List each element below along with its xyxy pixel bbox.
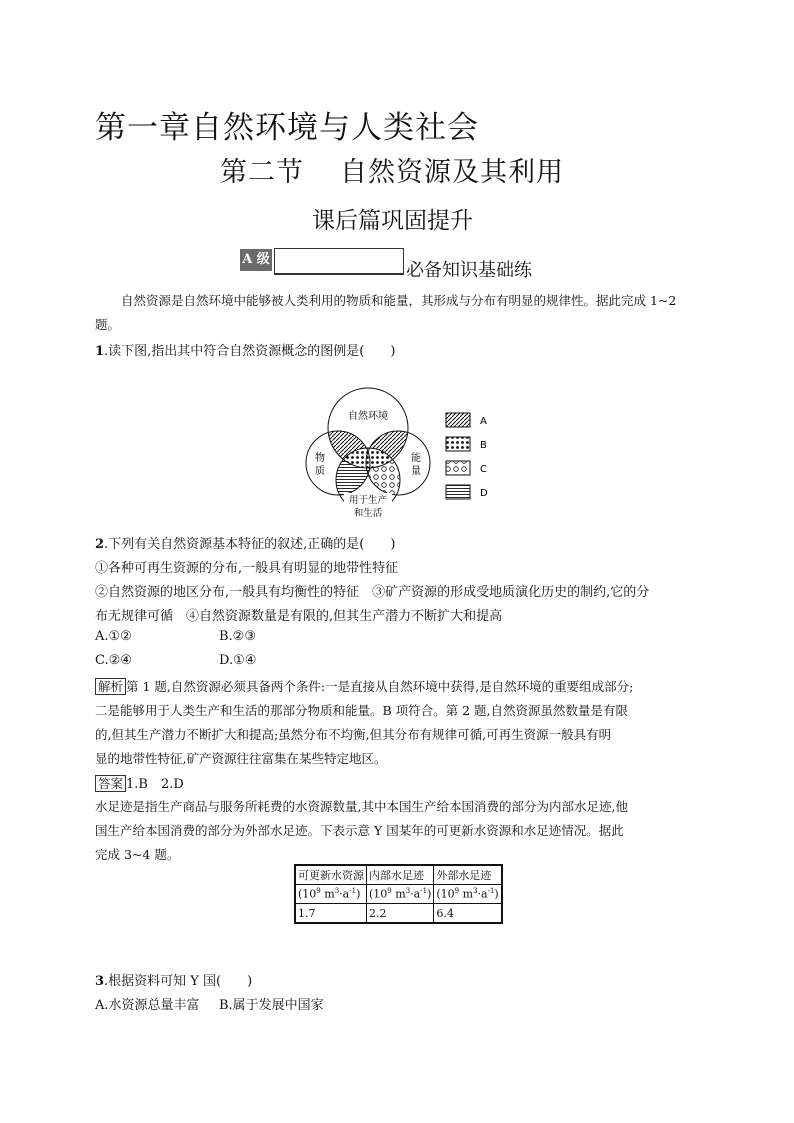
answer-line — [95, 773, 184, 792]
analysis-line-4: 显的地带性特征,矿产资源往往富集在某些特定地区。 — [95, 751, 387, 766]
q2-statement-1: ①各种可再生资源的分布,一般具有明显的地带性特征 — [95, 561, 399, 576]
intro2-line-3: 完成 3~4 题。 — [95, 847, 180, 862]
table-row — [295, 904, 502, 924]
legend-swatch-b — [446, 437, 470, 451]
q2-option-a: A.①② — [95, 629, 132, 644]
table-header: 内部水足迹 — [367, 865, 434, 885]
question-number: 2 — [95, 537, 105, 552]
legend-label-a: A — [480, 416, 487, 427]
question-number: 3 — [95, 974, 105, 989]
answer-text: 1.B 2.D — [126, 777, 184, 792]
venn-label-bottom-1: 用于生产 — [348, 495, 388, 506]
question-2 — [95, 533, 395, 552]
legend-swatch-a — [446, 413, 470, 427]
table-header: 可更新水资源 — [295, 865, 367, 885]
legend-label-c: C — [480, 464, 487, 475]
table-cell: 2.2 — [367, 904, 434, 924]
legend-swatch-d — [446, 485, 470, 499]
venn-diagram — [300, 385, 500, 525]
venn-label-top: 自然环境 — [348, 411, 388, 422]
question-text: .根据资料可知 Y 国( ) — [104, 974, 253, 989]
table-unit: ($10^9$ $m^3\cdot a^{-1}$) — [367, 885, 434, 904]
analysis-line-3: 的,但其生产潜力不断扩大和提高;虽然分布不均衡,但其分布有规律可循,可再生资源一般具有明 — [95, 727, 612, 742]
level-badge: A 级 — [240, 249, 272, 271]
question-number: 1 — [95, 344, 105, 359]
intro2-line-1: 水足迹是指生产商品与服务所耗费的水资源数量,其中本国生产给本国消费的部分为内部水足迹,他 — [95, 799, 628, 814]
question-3 — [95, 970, 252, 989]
analysis-tag: 解析 — [95, 678, 126, 695]
table-unit-row — [295, 885, 502, 904]
q3-option-a: A.水资源总量丰富 — [95, 998, 200, 1013]
section-number: 第二节 — [220, 157, 304, 188]
section-name: 自然资源及其利用 — [340, 157, 564, 188]
chapter-title: 第一章自然环境与人类社会 — [95, 110, 479, 146]
intro-paragraph: 自然资源是自然环境中能够被人类利用的物质和能量，其形成与分布有明显的规律性。据此完成 1~2 题。 — [95, 293, 677, 332]
water-footprint-table — [294, 864, 503, 924]
section-title — [220, 150, 564, 189]
q2-option-d: D.①④ — [219, 653, 257, 668]
legend-label-d: D — [480, 488, 488, 499]
table-header-row — [295, 865, 502, 885]
venn-label-left-2: 质 — [315, 466, 325, 477]
legend-swatch-c — [446, 461, 470, 475]
q2-option-b: B.②③ — [219, 629, 256, 644]
intro2-line-2: 国生产给本国消费的部分为外部水足迹。下表示意 Y 国某年的可更新水资源和水足迹情况。据此 — [95, 823, 624, 838]
legend-label-b: B — [480, 440, 487, 451]
table-unit: ($10^9$ $m^3\cdot a^{-1}$) — [295, 885, 367, 904]
page-subtitle: 课后篇巩固提升 — [312, 208, 473, 234]
table-cell: 6.4 — [434, 904, 502, 924]
q2-statement-2: ②自然资源的地区分布,一般具有均衡性的特征 ③矿产资源的形成受地质演化历史的制约,它的分 — [95, 585, 650, 600]
table-header: 外部水足迹 — [434, 865, 502, 885]
analysis-line-1: 解析 第 1 题,自然资源必须具备两个条件:一是直接从自然环境中获得,是自然环境的重要组成部分; — [95, 677, 633, 695]
level-heading: 必备知识基础练 — [406, 260, 532, 281]
venn-label-right-1: 能 — [411, 453, 421, 464]
question-text: .下列有关自然资源基本特征的叙述,正确的是( ) — [104, 537, 396, 552]
analysis-line-2: 二是能够用于人类生产和生活的那部分物质和能量。B 项符合。第 2 题,自然资源虽然数量是有限 — [95, 703, 629, 718]
table-unit: ($10^9$ $m^3\cdot a^{-1}$) — [434, 885, 502, 904]
venn-label-bottom-2: 和生活 — [353, 508, 383, 519]
table-cell: 1.7 — [295, 904, 367, 924]
venn-label-left-1: 物 — [315, 453, 325, 464]
question-1 — [95, 340, 395, 359]
q3-option-b: B.属于发展中国家 — [219, 998, 324, 1013]
question-text: .读下图,指出其中符合自然资源概念的图例是( ) — [104, 344, 396, 359]
q2-statement-3: 布无规律可循 ④自然资源数量是有限的,但其生产潜力不断扩大和提高 — [95, 609, 503, 624]
venn-label-right-2: 量 — [411, 466, 421, 477]
q2-option-c: C.②④ — [95, 653, 132, 668]
level-box — [274, 248, 404, 275]
answer-tag: 答案 — [95, 775, 126, 792]
